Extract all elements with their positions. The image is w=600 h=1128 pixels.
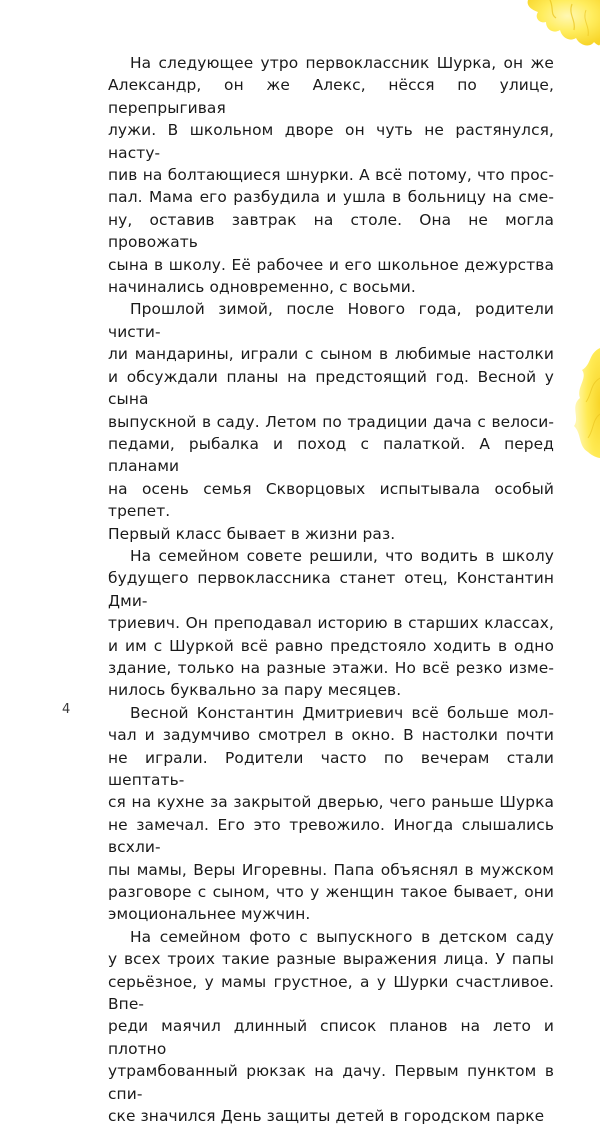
text-line	[108, 635, 554, 657]
text-line-content: эмоциональнее мужчин.	[108, 905, 311, 924]
text-line-content: разговоре с сыном, что у женщин такое бывает, они	[108, 883, 554, 902]
text-line-content: педами, рыбалка и поход с палаткой. А перед планами	[108, 434, 554, 476]
story-text	[108, 52, 554, 1128]
text-line-content: не играли. Родители часто по вечерам стали шептать-	[108, 748, 554, 789]
text-line	[108, 209, 554, 254]
text-line	[108, 612, 554, 634]
text-line	[108, 545, 554, 567]
text-line-content: ли мандарины, играли с сыном в любимые настолки	[108, 345, 554, 364]
text-line-content: ся на кухне за закрытой дверью, чего раньше Шурка	[108, 793, 554, 812]
text-line	[108, 343, 554, 365]
text-line	[108, 791, 554, 813]
text-line	[108, 164, 554, 186]
text-line	[108, 119, 554, 164]
text-line	[108, 186, 554, 208]
text-line-content: и обсуждали планы на предстоящий год. Весной у сына	[108, 367, 554, 409]
text-line	[108, 859, 554, 881]
text-line	[108, 254, 554, 276]
text-line-content: ске значился День защиты детей в городском парке	[108, 1107, 545, 1126]
text-line-content: Александр, он же Алекс, нёсся по улице, перепрыгивая	[108, 76, 554, 117]
text-line-content: лужи. В школьном дворе он чуть не растянулся, насту-	[108, 121, 554, 162]
text-line-content: Прошлой зимой, после Нового года, родители чисти-	[108, 300, 554, 341]
text-line-content: утрамбованный рюкзак на дачу. Первым пунктом в спи-	[108, 1062, 554, 1103]
text-line	[108, 411, 554, 433]
text-line	[108, 679, 554, 701]
text-line-content: чал и задумчиво смотрел в окно. В настолки почти	[108, 726, 554, 745]
text-line-content: На семейном фото с выпускного в детском саду	[130, 927, 554, 946]
text-line	[108, 1060, 554, 1105]
text-line	[108, 298, 554, 343]
watercolor-flower-decoration-top	[520, 0, 600, 52]
text-line	[108, 814, 554, 859]
text-line-content: триевич. Он преподавал историю в старших классах,	[108, 614, 554, 633]
text-line	[108, 276, 554, 298]
text-line	[108, 52, 554, 74]
text-line-content: ну, оставив завтрак на столе. Она не могла провожать	[108, 210, 554, 252]
text-line	[108, 1105, 554, 1127]
text-line-content: пы мамы, Веры Игоревны. Папа объяснял в мужском	[108, 860, 554, 879]
text-line	[108, 478, 554, 523]
text-line	[108, 74, 554, 119]
text-line-content: нилось буквально за пару месяцев.	[108, 681, 402, 700]
text-line-content: серьёзное, у мамы грустное, а у Шурки счастливое. Впе-	[108, 972, 554, 1014]
text-line-content: пал. Мама его разбудила и ушла в больницу на сме-	[108, 188, 554, 207]
text-line	[108, 657, 554, 679]
text-line	[108, 702, 554, 724]
text-line	[108, 433, 554, 478]
page-number: 4	[62, 702, 71, 717]
text-line	[108, 366, 554, 411]
text-line-content: сына в школу. Её рабочее и его школьное дежурства	[108, 255, 554, 274]
text-line	[108, 971, 554, 1016]
text-line-content: На семейном совете решили, что водить в школу	[130, 546, 554, 565]
text-line-content: выпускной в саду. Летом по традиции дача с велоси-	[108, 412, 554, 431]
text-line-content: Первый класс бывает в жизни раз.	[108, 524, 396, 543]
text-line-content: реди маячил длинный список планов на лето и плотно	[108, 1017, 554, 1058]
text-line-content: не замечал. Его это тревожило. Иногда слышались всхли-	[108, 815, 554, 857]
text-line-content: и им с Шуркой всё равно предстояло ходить в одно	[108, 636, 554, 655]
text-line	[108, 926, 554, 948]
text-line	[108, 903, 554, 925]
text-line	[108, 881, 554, 903]
text-line-content: здание, только на разные этажи. Но всё резко изме-	[108, 658, 554, 677]
text-line-content: будущего первоклассника станет отец, Константин Дми-	[108, 569, 554, 610]
text-line	[108, 948, 554, 970]
text-line-content: на осень семья Скворцовых испытывала особый трепет.	[108, 479, 554, 521]
text-line	[108, 567, 554, 612]
text-line-content: На следующее утро первоклассник Шурка, он же	[130, 54, 554, 72]
text-line	[108, 523, 554, 545]
watercolor-flower-decoration-right	[562, 348, 600, 458]
text-line	[108, 747, 554, 792]
text-line-content: у всех троих такие разные выражения лица. У папы	[108, 950, 554, 969]
text-line-content: пив на болтающиеся шнурки. А всё потому, что прос-	[108, 166, 554, 185]
text-line-content: начинались одновременно, с восьми.	[108, 278, 416, 297]
text-line	[108, 724, 554, 746]
text-line-content: Весной Константин Дмитриевич всё больше мол-	[130, 703, 554, 722]
text-line	[108, 1015, 554, 1060]
